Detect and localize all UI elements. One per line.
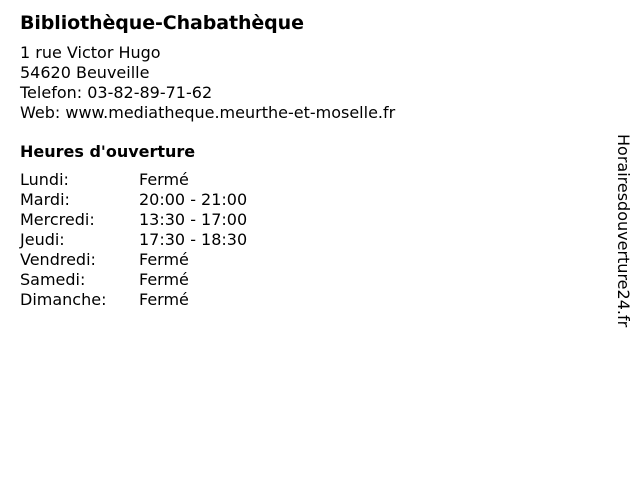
hours-row: [20, 230, 600, 250]
day-label: Samedi:: [20, 270, 86, 289]
day-label: Dimanche:: [20, 290, 107, 309]
hours-row: [20, 250, 600, 270]
time-value: 17:30 - 18:30: [139, 230, 248, 249]
time-value: Fermé: [139, 290, 189, 309]
day-label: Mardi:: [20, 190, 70, 209]
hours-heading: Heures d'ouverture: [20, 142, 196, 161]
time-value: Fermé: [139, 250, 189, 269]
hours-row: [20, 270, 600, 290]
library-name: Bibliothèque-Chabathèque: [20, 12, 304, 34]
library-card: [20, 10, 600, 310]
brand-watermark: Horairesdouverture24.fr: [614, 134, 633, 328]
hours-row: [20, 210, 600, 230]
hours-row: [20, 290, 600, 310]
hours-row: [20, 190, 600, 210]
hours-row: [20, 170, 600, 190]
day-label: Vendredi:: [20, 250, 96, 269]
phone-number: Telefon: 03-82-89-71-62: [20, 83, 213, 102]
time-value: Fermé: [139, 170, 189, 189]
day-label: Jeudi:: [20, 230, 65, 249]
street-address: 1 rue Victor Hugo: [20, 43, 161, 62]
time-value: 20:00 - 21:00: [139, 190, 248, 209]
time-value: Fermé: [139, 270, 189, 289]
time-value: 13:30 - 17:00: [139, 210, 248, 229]
city-address: 54620 Beuveille: [20, 63, 150, 82]
day-label: Lundi:: [20, 170, 69, 189]
day-label: Mercredi:: [20, 210, 95, 229]
website: Web: www.mediatheque.meurthe-et-moselle.fr: [20, 103, 396, 122]
hours-table: [20, 170, 600, 310]
